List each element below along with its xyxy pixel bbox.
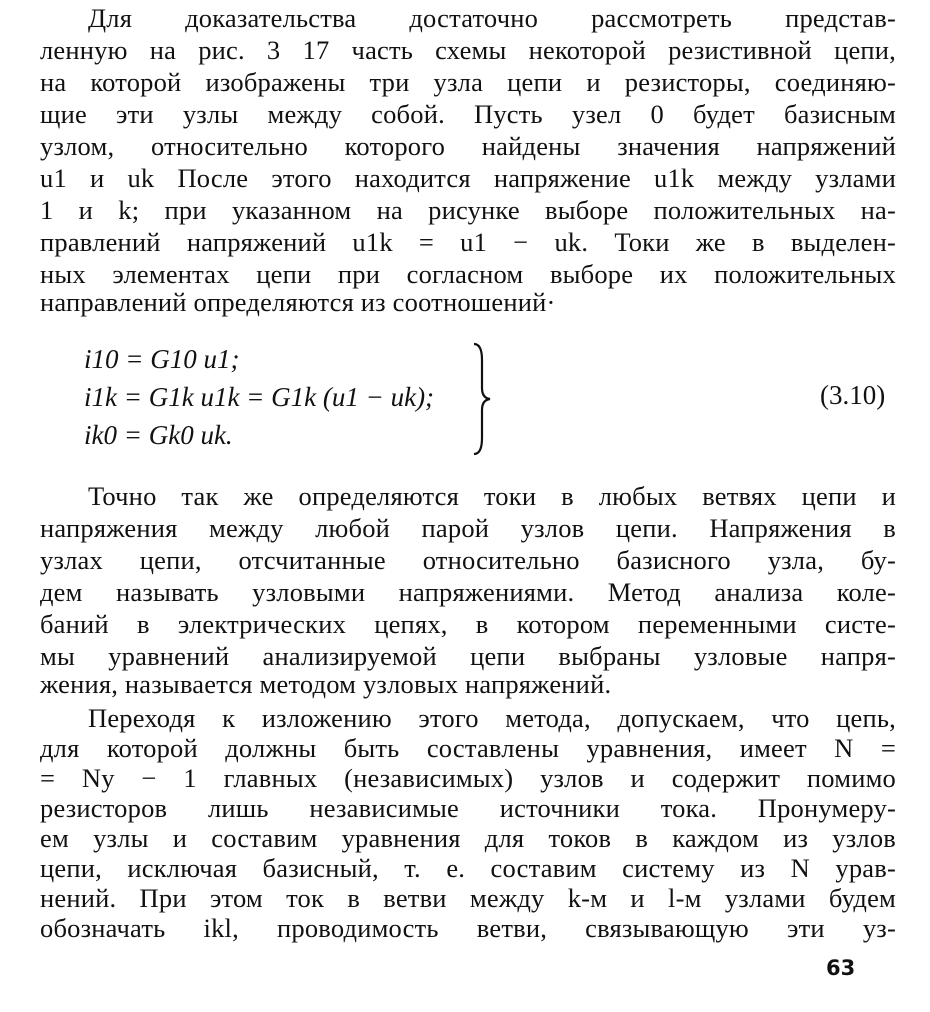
text-line: баний в электрических цепях, в котором переменными систе-: [40, 609, 896, 639]
equation-number: (3.10): [820, 380, 886, 410]
text-line: 1 и k; при указанном на рисунке выборе положительных на-: [40, 195, 896, 225]
equation-line: i10 = G10 u1;: [84, 344, 240, 374]
text-line: для которой должны быть составлены уравнения, имеет N =: [40, 733, 896, 763]
text-line: правлений напряжений u1k = u1 − uk. Токи же в выделен-: [40, 227, 896, 257]
text-line: дем называть узловыми напряжениями. Метод анализа коле-: [40, 577, 896, 607]
text-line: узлом, относительно которого найдены значения напряжений: [40, 131, 896, 161]
text-line: ем узлы и составим уравнения для токов в каждом из узлов: [40, 823, 896, 853]
text-line: на которой изображены три узла цепи и резисторы, соединяю-: [40, 67, 896, 97]
text-line: Точно так же определяются токи в любых ветвях цепи и: [88, 481, 896, 511]
text-line: щие эти узлы между собой. Пусть узел 0 будет базисным: [40, 99, 896, 129]
text-line: обозначать ikl, проводимость ветви, связывающую эти уз-: [40, 913, 896, 943]
text-line: узлах цепи, отсчитанные относительно базисного узла, бу-: [40, 545, 896, 575]
right-brace-icon: [470, 340, 494, 458]
text-line: резисторов лишь независимые источники тока. Пронумеру-: [40, 793, 896, 823]
text-line: направлений определяются из соотношений·: [40, 287, 556, 317]
text-line: мы уравнений анализируемой цепи выбраны узловые напря-: [40, 641, 896, 671]
text-line: ленную на рис. 3 17 часть схемы некоторой резистивной цепи,: [40, 35, 896, 65]
text-line: u1 и uk После этого находится напряжение u1k между узлами: [40, 163, 896, 193]
text-line: цепи, исключая базисный, т. е. составим систему из N урав-: [40, 853, 896, 883]
text-line: напряжения между любой парой узлов цепи. Напряжения в: [40, 513, 896, 543]
equation-line: ik0 = Gk0 uk.: [84, 420, 233, 450]
equation-system: [84, 340, 504, 458]
text-line: жения, называется методом узловых напряжений.: [40, 669, 612, 699]
text-line: Переходя к изложению этого метода, допускаем, что цепь,: [88, 703, 896, 733]
text-line: ных элементах цепи при согласном выборе их положительных: [40, 259, 896, 289]
equation-line: i1k = G1k u1k = G1k (u1 − uk);: [84, 382, 435, 412]
text-line: = Nу − 1 главных (независимых) узлов и содержит помимо: [40, 763, 896, 793]
text-line: Для доказательства достаточно рассмотреть представ-: [88, 3, 896, 33]
text-line: нений. При этом ток в ветви между k-м и l-м узлами будем: [40, 883, 896, 913]
page-number: 63: [826, 956, 856, 980]
